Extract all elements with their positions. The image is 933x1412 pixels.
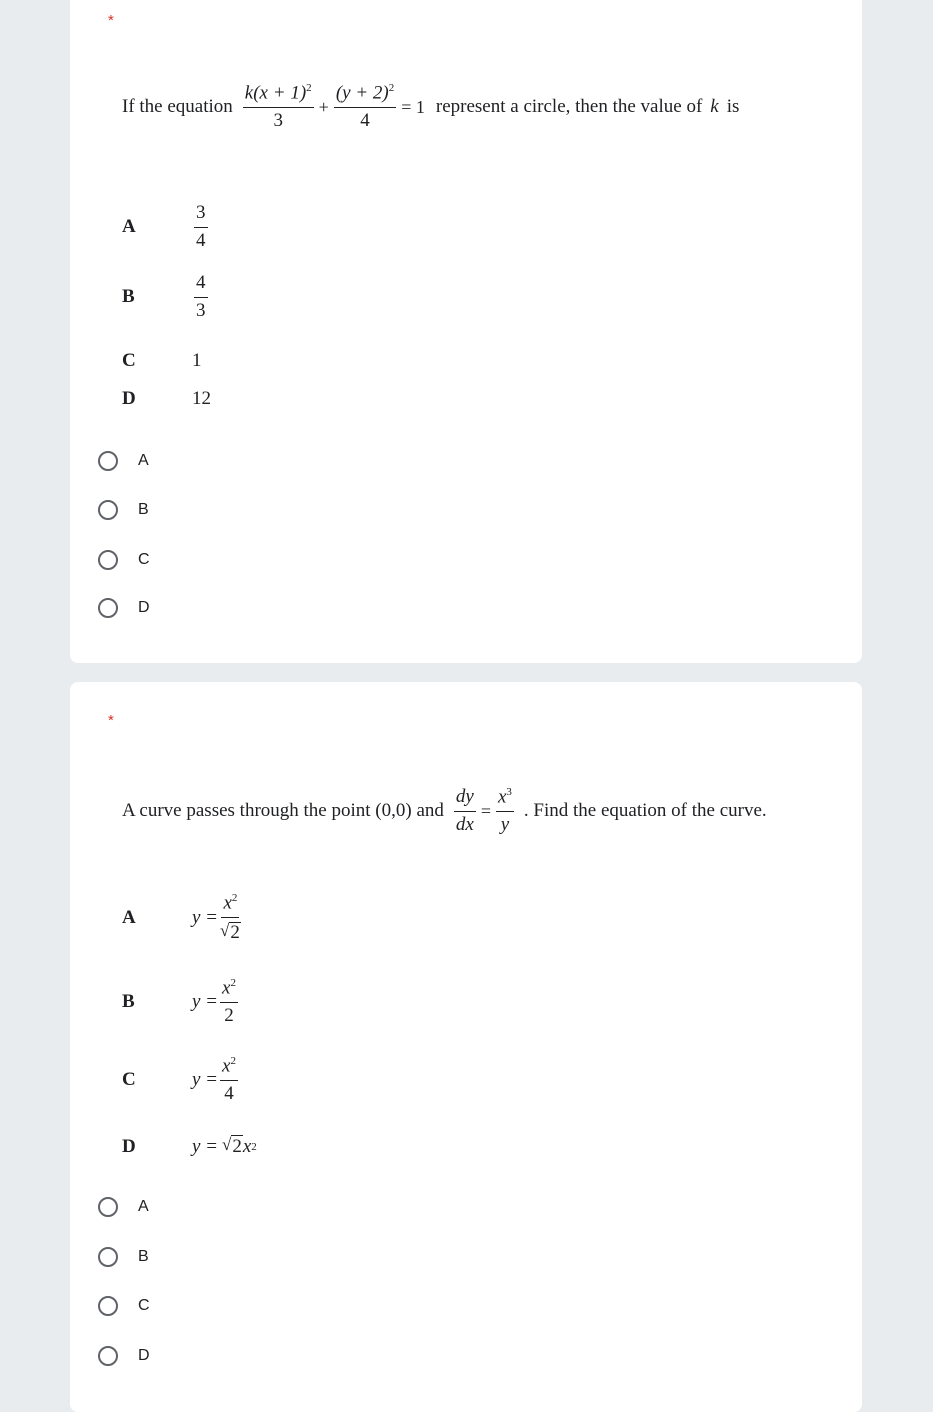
option-row-c: C 1 xyxy=(122,350,202,371)
radio-choice-c[interactable]: C xyxy=(98,1296,150,1316)
equation-dy-dx: $\frac{dy}{dx}$ xyxy=(455,785,474,835)
radio-circle[interactable] xyxy=(98,1346,118,1366)
question-text: A curve passes through the point (0,0) and $\frac{dy}{dx}$ = $\frac{x^3}{y}$ . Find the equation of the curve. xyxy=(122,785,767,836)
radio-choice-d[interactable]: D xyxy=(98,598,150,618)
option-row-b: B y = $\frac{x^2}{2}$ xyxy=(122,977,236,1027)
option-row-d: D y = √ 2 x 2 xyxy=(122,1135,257,1157)
equation-rhs: $\frac{x^3}{y}$ xyxy=(497,786,512,836)
radio-circle[interactable] xyxy=(98,1296,118,1316)
question-card-1 xyxy=(70,0,862,663)
option-row-b: B $\frac{4}{3}$ xyxy=(122,272,206,321)
radio-choice-d[interactable]: D xyxy=(98,1346,150,1366)
radio-choice-a[interactable]: A xyxy=(98,1197,149,1217)
radio-circle[interactable] xyxy=(98,598,118,618)
option-row-a: A $\frac{3}{4}$ xyxy=(122,202,206,251)
required-asterisk: * xyxy=(108,12,114,29)
radio-circle[interactable] xyxy=(98,1247,118,1267)
equation-term2: $\frac{(y + 2)^2}{4}$ xyxy=(335,82,395,132)
radio-choice-c[interactable]: C xyxy=(98,550,150,570)
option-row-d: D 12 xyxy=(122,388,211,409)
radio-circle[interactable] xyxy=(98,451,118,471)
radio-choice-a[interactable]: A xyxy=(98,451,149,471)
radio-choice-b[interactable]: B xyxy=(98,1247,149,1267)
radio-circle[interactable] xyxy=(98,1197,118,1217)
question-card-2 xyxy=(70,682,862,1412)
option-row-a: A y = $x^2$ √ 2 xyxy=(122,892,240,944)
required-asterisk: * xyxy=(108,712,114,729)
option-row-c: C y = $\frac{x^2}{4}$ xyxy=(122,1055,236,1105)
question-text: If the equation $\frac{k(x + 1)^2}{3}$ + $\frac{(y + 2)^2}{4}$ = 1 represent a circle, then the value of k is xyxy=(122,82,740,132)
radio-circle[interactable] xyxy=(98,500,118,520)
radio-circle[interactable] xyxy=(98,550,118,570)
equation-term1: $\frac{k(x + 1)^2}{3}$ xyxy=(244,82,312,132)
radio-choice-b[interactable]: B xyxy=(98,500,149,520)
